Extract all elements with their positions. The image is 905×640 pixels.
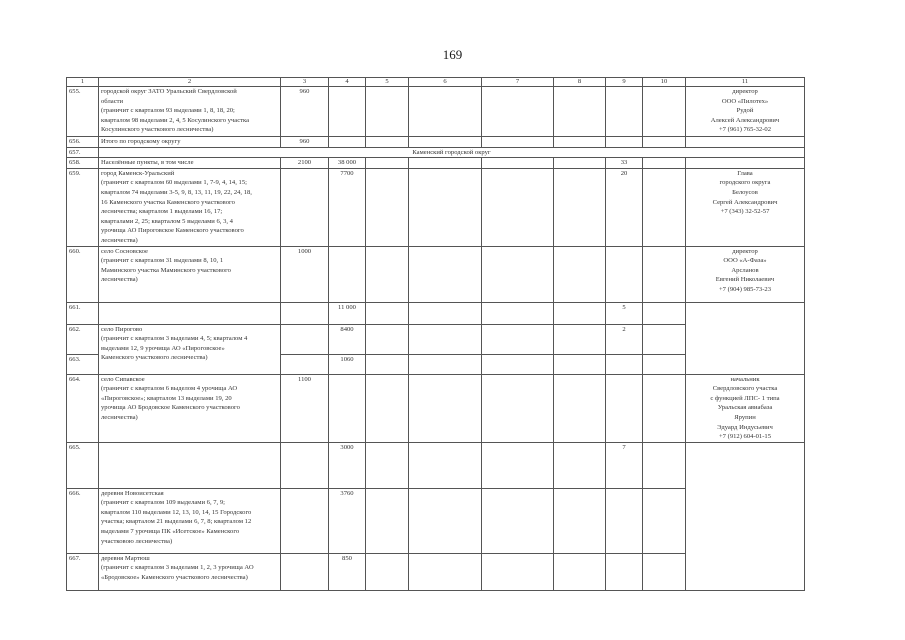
value-cell [482,158,554,169]
value-cell [554,488,606,553]
settlement-cell: Населённые пункты, в том числе [99,158,281,169]
row-number: 665. [67,442,99,488]
value-cell: 3000 [329,442,366,488]
value-cell: 5 [606,302,643,324]
responsible-cell: Глава городского округа Белоусов Сергей Александрович +7 (343) 32-52-57 [686,168,805,246]
value-cell [366,324,409,354]
value-cell [554,442,606,488]
table-row [67,442,805,488]
value-cell [606,246,643,302]
header-cell: 6 [409,78,482,87]
value-cell [409,374,482,442]
value-cell [482,246,554,302]
value-cell: 850 [329,553,366,590]
value-cell [409,354,482,374]
row-number: 655. [67,87,99,137]
value-cell [643,488,686,553]
value-cell [329,374,366,442]
value-cell [329,87,366,137]
value-cell [281,442,329,488]
value-cell [281,324,329,354]
value-cell [643,553,686,590]
responsible-cell: директор ООО «Пилотех» Рудой Алексей Александрович +7 (961) 765-32-02 [686,87,805,137]
value-cell: 1060 [329,354,366,374]
data-table [66,77,805,591]
value-cell: 38 000 [329,158,366,169]
value-cell [366,374,409,442]
value-cell [643,302,686,324]
value-cell [281,302,329,324]
value-cell [554,553,606,590]
header-cell: 8 [554,78,606,87]
header-cell: 1 [67,78,99,87]
table-header-row [67,78,805,87]
row-number: 661. [67,302,99,324]
row-number: 657. [67,147,99,158]
value-cell [281,168,329,246]
value-cell: 3760 [329,488,366,553]
settlement-cell [99,302,281,324]
value-cell [482,87,554,137]
table-row [67,246,805,302]
table-row [67,137,805,148]
settlement-cell: деревня Новоисетская (граничит с кварталом 109 выделами 6, 7, 9; кварталом 110 выделами 12, 13, 10, 14, 15 Городского участка; кварталом 21 выделами 6, 7, 8; кварталом 12 выделами 7 урочища ПК «Исетское» Каменского участковою лесничества) [99,488,281,553]
value-cell [643,246,686,302]
value-cell [482,324,554,354]
value-cell [554,246,606,302]
value-cell [409,302,482,324]
value-cell [366,168,409,246]
responsible-cell [686,158,805,169]
value-cell [482,302,554,324]
value-cell [366,246,409,302]
value-cell [643,168,686,246]
value-cell [606,354,643,374]
row-number: 658. [67,158,99,169]
value-cell [643,324,686,354]
value-cell: 8400 [329,324,366,354]
value-cell [482,442,554,488]
row-number: 666. [67,488,99,553]
value-cell [366,158,409,169]
value-cell [482,137,554,148]
value-cell: 1100 [281,374,329,442]
table-row [67,147,805,158]
responsible-cell [686,442,805,590]
value-cell [554,87,606,137]
value-cell: 2100 [281,158,329,169]
value-cell [366,137,409,148]
value-cell [554,354,606,374]
value-cell: 960 [281,87,329,137]
value-cell [643,137,686,148]
value-cell [554,374,606,442]
value-cell [366,442,409,488]
value-cell [409,324,482,354]
value-cell [482,374,554,442]
value-cell [366,553,409,590]
table-row [67,374,805,442]
value-cell: 7 [606,442,643,488]
responsible-cell: начальник Свердловского участка с функцией ЛПС- 1 типа Уральская авиабаза Ярупин Эдуард Индусьевич +7 (912) 604-01-15 [686,374,805,442]
header-cell: 7 [482,78,554,87]
value-cell [281,553,329,590]
row-number: 660. [67,246,99,302]
value-cell [482,488,554,553]
value-cell: 1000 [281,246,329,302]
value-cell: 20 [606,168,643,246]
value-cell [482,168,554,246]
table-row [67,302,805,324]
value-cell [643,442,686,488]
header-cell: 3 [281,78,329,87]
row-number: 664. [67,374,99,442]
value-cell [554,137,606,148]
value-cell: 960 [281,137,329,148]
page-number: 169 [442,47,463,62]
header-cell: 2 [99,78,281,87]
value-cell [554,168,606,246]
value-cell [409,137,482,148]
header-cell: 9 [606,78,643,87]
value-cell [366,354,409,374]
value-cell [606,87,643,137]
row-number: 663. [67,354,99,374]
value-cell [409,158,482,169]
value-cell [409,246,482,302]
settlement-cell: село Сосновское (граничит с кварталом 31 выделами 8, 10, 1 Маминского участка Маминского участкового лесничества) [99,246,281,302]
responsible-cell [686,137,805,148]
value-cell [366,302,409,324]
settlement-cell: город Каменск-Уральский (граничит с кварталом 60 выделами 1, 7-9, 4, 14, 15; кварталом 74 выделами 3-5, 9, 8, 13, 11, 19, 22, 24, 18, 16 Каменского участка Каменского участкового лесничества; кварталом 1 выделами 16, 17; кварталами 2, 25; кварталом 5 выделами 6, 3, 4 урочища АО Пироговское Каменского участкового лесничества) [99,168,281,246]
value-cell [554,158,606,169]
table-row [67,87,805,137]
value-cell [409,488,482,553]
row-number: 659. [67,168,99,246]
settlement-cell: Итого по городскому округу [99,137,281,148]
section-heading: Каменский городской округ [99,147,805,158]
value-cell [643,158,686,169]
value-cell [482,354,554,374]
value-cell [643,87,686,137]
settlement-cell [99,442,281,488]
row-number: 667. [67,553,99,590]
header-cell: 10 [643,78,686,87]
responsible-cell: директор ООО «А-Фаза» Арсланов Евгений Николаевич +7 (904) 985-73-23 [686,246,805,302]
header-cell: 5 [366,78,409,87]
value-cell [643,354,686,374]
value-cell: 11 000 [329,302,366,324]
settlement-cell: село Пирогово (граничит с кварталом 3 выделами 4, 5; кварталом 4 выделами 12, 9 урочища АО «Пироговское» Каменского участкового лесничества) [99,324,281,374]
value-cell: 33 [606,158,643,169]
table-row [67,158,805,169]
value-cell [643,374,686,442]
row-number: 662. [67,324,99,354]
responsible-cell [686,302,805,374]
value-cell: 7700 [329,168,366,246]
header-cell: 11 [686,78,805,87]
value-cell [281,488,329,553]
table-row [67,168,805,246]
value-cell: 2 [606,324,643,354]
value-cell [606,553,643,590]
value-cell [606,374,643,442]
value-cell [329,246,366,302]
row-number: 656. [67,137,99,148]
value-cell [366,87,409,137]
settlement-cell: городской округ ЗАТО Уральский Свердловской области (граничит с кварталом 93 выделами 1, 8, 18, 20; кварталом 98 выделами 2, 4, 5 Косулинского участка Косулинского участкового лесничества) [99,87,281,137]
value-cell [482,553,554,590]
settlement-cell: деревня Мартюш (граничит с кварталом 3 выделами 1, 2, 3 урочища АО «Бродовское» Каменского участкового лесничества) [99,553,281,590]
value-cell [409,442,482,488]
value-cell [409,168,482,246]
value-cell [366,488,409,553]
value-cell [606,488,643,553]
value-cell [281,354,329,374]
value-cell [329,137,366,148]
value-cell [409,87,482,137]
value-cell [606,137,643,148]
header-cell: 4 [329,78,366,87]
value-cell [409,553,482,590]
value-cell [554,302,606,324]
value-cell [554,324,606,354]
settlement-cell: село Сипавское (граничит с кварталом 6 выделом 4 урочища АО «Пироговское»; кварталом 13 выделами 19, 20 урочища АО Бродовское Каменского участкового лесничества) [99,374,281,442]
